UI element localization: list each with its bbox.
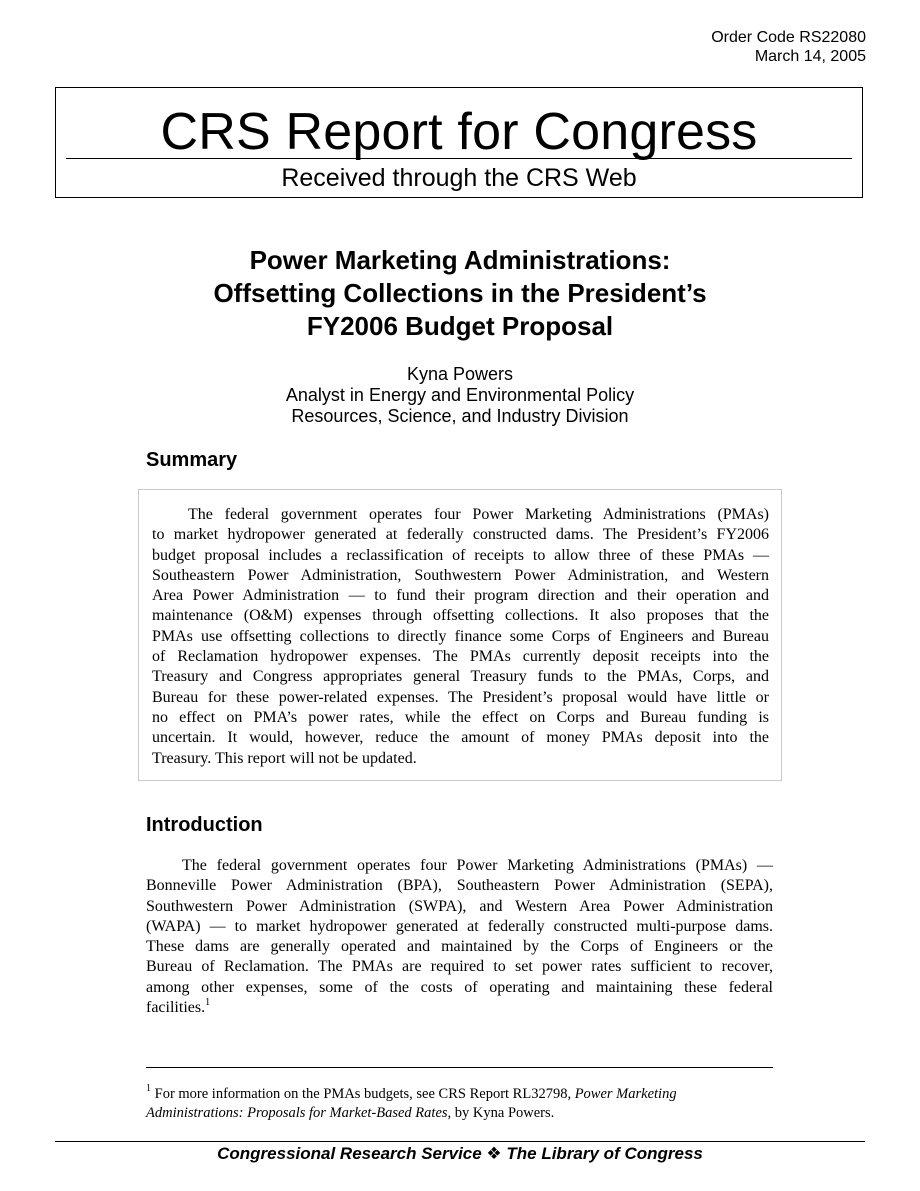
footnote-line bbox=[146, 1085, 773, 1104]
footnote-cited-title: Power Marketing bbox=[574, 1086, 677, 1102]
report-banner bbox=[55, 87, 863, 198]
introduction-heading: Introduction bbox=[146, 814, 263, 836]
intro-line: (WAPA) — to market hydropower generated at federally constructed multi-purpose dams. bbox=[146, 917, 773, 935]
intro-last-line bbox=[146, 998, 773, 1018]
footnote-text: , by Kyna Powers. bbox=[447, 1105, 555, 1121]
document-title bbox=[0, 244, 920, 343]
title-line: FY2006 Budget Proposal bbox=[306, 311, 614, 341]
footnote-text: For more information on the PMAs budgets, see CRS Report RL32798, bbox=[151, 1086, 575, 1102]
intro-line: The federal government operates four Power Marketing Administrations (PMAs) — bbox=[182, 857, 773, 874]
summary-line: no effect on PMA’s power rates, while the effect on Corps and Bureau funding is bbox=[152, 708, 769, 726]
summary-text bbox=[152, 505, 769, 769]
order-code: Order Code RS22080 bbox=[711, 29, 866, 46]
summary-line: of Reclamation hydropower expenses. The PMAs currently deposit receipts into the bbox=[152, 648, 769, 666]
intro-line: among other expenses, some of the costs of operating and maintaining these federal bbox=[146, 978, 773, 996]
summary-line: PMAs use offsetting collections to directly finance some Corps of Engineers and Bureau bbox=[152, 627, 769, 645]
intro-line: facilities. bbox=[146, 999, 206, 1017]
intro-line: Southwestern Power Administration (SWPA), and Western Area Power Administration bbox=[146, 897, 773, 915]
summary-line: Treasury and Congress appropriates general Treasury funds to the PMAs, Corps, and bbox=[152, 668, 769, 686]
author-name: Kyna Powers bbox=[406, 364, 514, 384]
author-division: Resources, Science, and Industry Division bbox=[291, 406, 629, 426]
footer-divider bbox=[55, 1141, 865, 1142]
order-info bbox=[711, 28, 866, 66]
author-block bbox=[0, 364, 920, 427]
summary-line: The federal government operates four Power Marketing Administrations (PMAs) bbox=[188, 506, 769, 523]
report-date: March 14, 2005 bbox=[754, 48, 866, 65]
footnote-marker: 1 bbox=[146, 1083, 151, 1095]
banner-subtitle: Received through the CRS Web bbox=[281, 164, 637, 192]
footnote bbox=[146, 1085, 773, 1123]
summary-line: Bureau for these power-related expenses. The President’s proposal would have little or bbox=[152, 688, 769, 706]
summary-line: Treasury. This report will not be updated. bbox=[152, 749, 417, 767]
footnote-divider bbox=[146, 1067, 773, 1068]
intro-line: Bonneville Power Administration (BPA), Southeastern Power Administration (SEPA), bbox=[146, 877, 773, 895]
banner-title: CRS Report for Congress bbox=[160, 103, 758, 161]
author-title: Analyst in Energy and Environmental Policy bbox=[285, 385, 635, 405]
summary-line: maintenance (O&M) expenses through offsetting collections. It also proposes that the bbox=[152, 607, 769, 625]
summary-line: Area Power Administration — to fund their program direction and their operation and bbox=[152, 587, 769, 605]
summary-line: Southeastern Power Administration, Southwestern Power Administration, and Western bbox=[152, 566, 769, 584]
page-footer: Congressional Research Service ❖ The Library of Congress bbox=[217, 1144, 703, 1163]
summary-line: budget proposal includes a reclassification of receipts to allow three of these PMAs — bbox=[152, 546, 769, 564]
summary-line: uncertain. It would, however, reduce the amount of money PMAs deposit into the bbox=[152, 729, 769, 747]
title-line: Offsetting Collections in the President’s bbox=[213, 278, 707, 308]
footnote-reference[interactable]: 1 bbox=[205, 996, 211, 1008]
introduction-text bbox=[146, 856, 773, 1018]
summary-line: to market hydropower generated at federally constructed dams. The President’s FY2006 bbox=[152, 526, 769, 544]
intro-line: Bureau of Reclamation. The PMAs are required to set power rates sufficient to recover, bbox=[146, 958, 773, 976]
summary-heading: Summary bbox=[146, 449, 238, 471]
intro-line: These dams are generally operated and maintained by the Corps of Engineers or the bbox=[146, 938, 773, 956]
footnote-cited-title: Administrations: Proposals for Market-Based Rates bbox=[146, 1105, 448, 1121]
title-line: Power Marketing Administrations: bbox=[249, 245, 671, 275]
footnote-line bbox=[146, 1104, 773, 1123]
banner-divider bbox=[66, 158, 852, 159]
